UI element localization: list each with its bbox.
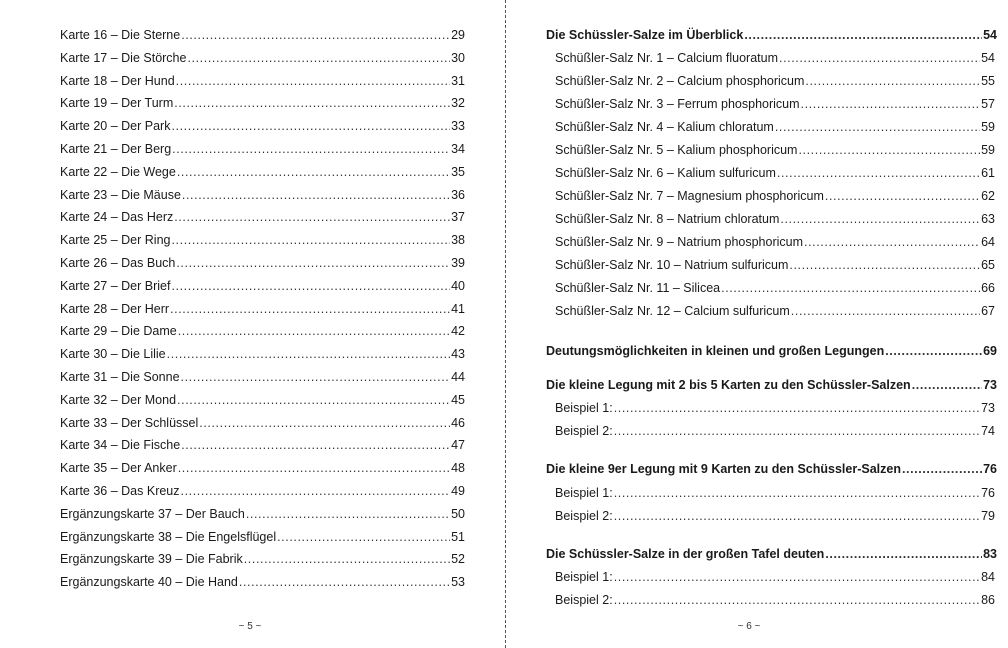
toc-entry-title: Schüßler-Salz Nr. 10 – Natrium sulfuricum: [555, 258, 789, 272]
dot-leader: [614, 422, 980, 440]
toc-entry: [60, 140, 465, 158]
toc-entry-page: 52: [451, 552, 465, 567]
dot-leader: [171, 277, 450, 295]
toc-entry: [60, 414, 465, 432]
toc-entry-title: Deutungsmöglichkeiten in kleinen und großen Legungen: [546, 344, 885, 358]
toc-entry-title: Karte 16 – Die Sterne: [60, 28, 181, 42]
toc-entry-title: Ergänzungskarte 37 – Der Bauch: [60, 506, 245, 521]
toc-entry-page: 46: [451, 415, 465, 430]
dot-leader: [170, 300, 450, 318]
toc-entry-title: Karte 31 – Die Sonne: [60, 370, 180, 384]
right-page: [507, 0, 1008, 648]
toc-entry-title: Schüßler-Salz Nr. 5 – Kalium phosphoricum: [555, 143, 798, 157]
dot-leader: [614, 568, 980, 586]
dot-leader: [182, 186, 450, 204]
toc-entry-title: Schüßler-Salz Nr. 1 – Calcium fluoratum: [555, 51, 778, 65]
toc-entry: [60, 300, 465, 318]
toc-entry: [60, 550, 465, 568]
toc-entry-title: Karte 18 – Der Hund: [60, 73, 175, 88]
toc-entry-title: Beispiel 1:: [555, 570, 613, 584]
toc-entry-title: Die kleine Legung mit 2 bis 5 Karten zu den Schüssler-Salzen: [546, 378, 911, 392]
dot-leader: [176, 254, 450, 272]
toc-entry: [60, 368, 465, 386]
toc-entry-page: 35: [451, 164, 465, 179]
toc-entry-title: Beispiel 1:: [555, 401, 613, 415]
toc-entry-title: Schüßler-Salz Nr. 8 – Natrium chloratum: [555, 212, 780, 226]
toc-entry-page: 84: [981, 570, 995, 584]
toc-entry-page: 33: [451, 119, 465, 134]
dot-leader: [167, 345, 450, 363]
dot-leader: [181, 26, 450, 44]
toc-entry-title: Beispiel 2:: [555, 424, 613, 438]
dot-leader: [804, 233, 980, 251]
toc-entry: [555, 233, 995, 251]
dot-leader: [885, 342, 982, 360]
dot-leader: [177, 163, 450, 181]
dot-leader: [912, 376, 982, 394]
toc-heading-entry: [546, 342, 997, 360]
dot-leader: [721, 279, 980, 297]
toc-entry: [555, 72, 995, 90]
dot-leader: [181, 482, 451, 500]
toc-entry: [60, 528, 465, 546]
toc-entry: [555, 591, 995, 609]
toc-entry: [60, 163, 465, 181]
toc-entry-page: 38: [451, 233, 465, 248]
dot-leader: [825, 187, 980, 205]
toc-entry-title: Beispiel 2:: [555, 593, 613, 607]
dot-leader: [791, 302, 980, 320]
dot-leader: [246, 505, 450, 523]
toc-entry-title: Karte 27 – Der Brief: [60, 278, 171, 293]
toc-entry-title: Karte 30 – Die Lilie: [60, 347, 166, 362]
toc-entry-page: 39: [451, 256, 465, 270]
toc-entry-title: Karte 20 – Der Park: [60, 119, 171, 134]
toc-entry-page: 53: [451, 575, 465, 590]
dot-leader: [780, 210, 980, 228]
toc-heading-entry: [546, 545, 997, 563]
toc-entry-title: Die kleine 9er Legung mit 9 Karten zu den Schüssler-Salzen: [546, 462, 901, 476]
toc-entry: [555, 164, 995, 182]
toc-entry: [60, 94, 465, 112]
toc-entry-page: 61: [981, 166, 995, 180]
toc-entry-page: 42: [451, 324, 465, 339]
toc-entry-page: 48: [451, 461, 465, 476]
toc-entry-page: 41: [451, 301, 465, 316]
toc-entry-title: Karte 35 – Der Anker: [60, 461, 177, 476]
dot-leader: [614, 507, 980, 525]
dot-leader: [244, 550, 450, 568]
toc-entry-title: Ergänzungskarte 38 – Die Engelsflügel: [60, 529, 277, 544]
dot-leader: [825, 545, 982, 563]
toc-entry: [60, 391, 465, 409]
toc-entry-title: Schüßler-Salz Nr. 12 – Calcium sulfuricum: [555, 304, 790, 318]
toc-entry-title: Karte 34 – Die Fische: [60, 438, 181, 453]
toc-entry-page: 36: [451, 187, 465, 202]
toc-entry-page: 43: [451, 347, 465, 362]
toc-entry-title: Die Schüssler-Salze in der großen Tafel deuten: [546, 547, 825, 561]
toc-entry-title: Schüßler-Salz Nr. 2 – Calcium phosphoricum: [555, 74, 805, 88]
toc-entry-title: Karte 25 – Der Ring: [60, 233, 171, 248]
dot-leader: [174, 94, 450, 112]
toc-entry-title: Schüßler-Salz Nr. 3 – Ferrum phosphoricum: [555, 97, 800, 111]
toc-entry: [60, 72, 465, 90]
toc-entry: [555, 118, 995, 136]
dot-leader: [178, 322, 450, 340]
toc-entry: [60, 322, 465, 340]
toc-entry: [555, 399, 995, 417]
toc-entry: [555, 484, 995, 502]
dot-leader: [777, 164, 980, 182]
toc-entry-page: 63: [981, 212, 995, 226]
toc-entry-title: Schüßler-Salz Nr. 11 – Silicea: [555, 281, 721, 295]
toc-entry-page: 34: [451, 142, 465, 156]
toc-entry-page: 31: [451, 73, 465, 88]
toc-entry-title: Beispiel 1:: [555, 486, 613, 500]
dot-leader: [614, 591, 980, 609]
dot-leader: [798, 141, 980, 159]
toc-entry-title: Schüßler-Salz Nr. 7 – Magnesium phosphoricum: [555, 189, 824, 203]
toc-entry: [60, 482, 465, 500]
toc-entry-page: 51: [451, 529, 465, 544]
dot-leader: [171, 117, 450, 135]
toc-entry-page: 50: [451, 506, 465, 521]
toc-entry-page: 37: [451, 210, 465, 225]
dot-leader: [744, 26, 982, 44]
toc-entry-title: Karte 33 – Der Schlüssel: [60, 415, 199, 430]
toc-entry: [60, 231, 465, 249]
dot-leader: [779, 49, 980, 67]
toc-entry-title: Karte 21 – Der Berg: [60, 142, 172, 156]
toc-entry-title: Karte 28 – Der Herr: [60, 301, 170, 316]
toc-entry-title: Ergänzungskarte 40 – Die Hand: [60, 575, 238, 590]
toc-entry-page: 69: [983, 344, 997, 358]
toc-entry-page: 44: [451, 370, 465, 384]
toc-entry-page: 62: [981, 189, 995, 203]
toc-entry-page: 55: [981, 74, 995, 88]
toc-entry: [60, 345, 465, 363]
toc-entry-page: 86: [981, 593, 995, 607]
toc-entry-page: 57: [981, 97, 995, 111]
toc-entry-page: 65: [981, 258, 995, 272]
toc-entry: [60, 277, 465, 295]
right-page-number: ~ 6 ~: [737, 621, 761, 632]
toc-entry-page: 73: [981, 401, 995, 415]
toc-entry-page: 59: [981, 120, 995, 134]
toc-entry-page: 67: [981, 304, 995, 318]
dot-leader: [172, 140, 450, 158]
dot-leader: [178, 459, 450, 477]
dot-leader: [614, 399, 980, 417]
toc-entry-page: 76: [983, 462, 997, 476]
toc-entry-title: Karte 32 – Der Mond: [60, 392, 177, 407]
toc-entry-title: Karte 23 – Die Mäuse: [60, 187, 181, 202]
toc-entry-title: Karte 24 – Das Herz: [60, 210, 174, 225]
toc-entry-page: 47: [451, 438, 465, 453]
dot-leader: [177, 391, 450, 409]
toc-entry-page: 30: [451, 50, 465, 65]
toc-entry-page: 74: [981, 424, 995, 438]
toc-entry-title: Karte 17 – Die Störche: [60, 50, 187, 65]
toc-entry-page: 54: [983, 28, 997, 42]
toc-entry: [555, 568, 995, 586]
toc-entry: [60, 459, 465, 477]
dot-leader: [801, 95, 981, 113]
dot-leader: [789, 256, 980, 274]
toc-entry: [555, 210, 995, 228]
toc-entry-title: Schüßler-Salz Nr. 6 – Kalium sulfuricum: [555, 166, 776, 180]
toc-entry-title: Schüßler-Salz Nr. 9 – Natrium phosphoricum: [555, 235, 804, 249]
dot-leader: [187, 49, 450, 67]
toc-entry-page: 76: [981, 486, 995, 500]
dot-leader: [171, 231, 450, 249]
toc-entry-page: 45: [451, 392, 465, 407]
dot-leader: [614, 484, 980, 502]
dot-leader: [805, 72, 980, 90]
page-divider: [505, 0, 506, 648]
toc-entry-title: Karte 22 – Die Wege: [60, 164, 176, 179]
toc-entry-title: Schüßler-Salz Nr. 4 – Kalium chloratum: [555, 120, 774, 134]
dot-leader: [181, 436, 450, 454]
toc-entry: [60, 436, 465, 454]
toc-entry-title: Beispiel 2:: [555, 509, 613, 523]
toc-entry: [555, 141, 995, 159]
toc-heading-entry: [546, 460, 997, 478]
toc-entry-page: 73: [983, 378, 997, 392]
toc-entry-page: 83: [983, 547, 997, 561]
toc-entry: [555, 279, 995, 297]
toc-entry-page: 49: [451, 484, 465, 498]
toc-entry: [555, 187, 995, 205]
toc-entry: [555, 256, 995, 274]
toc-entry-page: 64: [981, 235, 995, 249]
dot-leader: [277, 528, 450, 546]
toc-entry-title: Karte 19 – Der Turm: [60, 96, 174, 111]
toc-entry: [60, 186, 465, 204]
toc-entry: [555, 507, 995, 525]
dot-leader: [181, 368, 451, 386]
toc-entry: [555, 49, 995, 67]
toc-entry: [60, 208, 465, 226]
toc-heading-entry: [546, 26, 997, 44]
toc-entry: [555, 422, 995, 440]
toc-entry: [60, 254, 465, 272]
toc-entry-page: 29: [451, 28, 465, 42]
toc-entry-page: 59: [981, 143, 995, 157]
left-page-number: ~ 5 ~: [238, 621, 262, 632]
toc-entry-title: Karte 29 – Die Dame: [60, 324, 177, 339]
dot-leader: [775, 118, 980, 136]
toc-entry-page: 79: [981, 509, 995, 523]
toc-entry: [555, 302, 995, 320]
toc-entry-title: Ergänzungskarte 39 – Die Fabrik: [60, 552, 243, 567]
dot-leader: [174, 208, 450, 226]
toc-entry: [60, 26, 465, 44]
toc-entry-page: 32: [451, 96, 465, 111]
dot-leader: [902, 460, 982, 478]
toc-entry: [60, 49, 465, 67]
toc-entry: [60, 117, 465, 135]
toc-heading-entry: [546, 376, 997, 394]
dot-leader: [239, 573, 450, 591]
toc-entry: [60, 505, 465, 523]
toc-entry-title: Die Schüssler-Salze im Überblick: [546, 28, 744, 42]
toc-entry-title: Karte 36 – Das Kreuz: [60, 484, 180, 498]
toc-entry-title: Karte 26 – Das Buch: [60, 256, 176, 270]
dot-leader: [176, 72, 450, 90]
toc-entry-page: 66: [981, 281, 995, 295]
toc-entry: [555, 95, 995, 113]
toc-entry-page: 54: [981, 51, 995, 65]
toc-entry-page: 40: [451, 278, 465, 293]
toc-entry: [60, 573, 465, 591]
dot-leader: [199, 414, 450, 432]
